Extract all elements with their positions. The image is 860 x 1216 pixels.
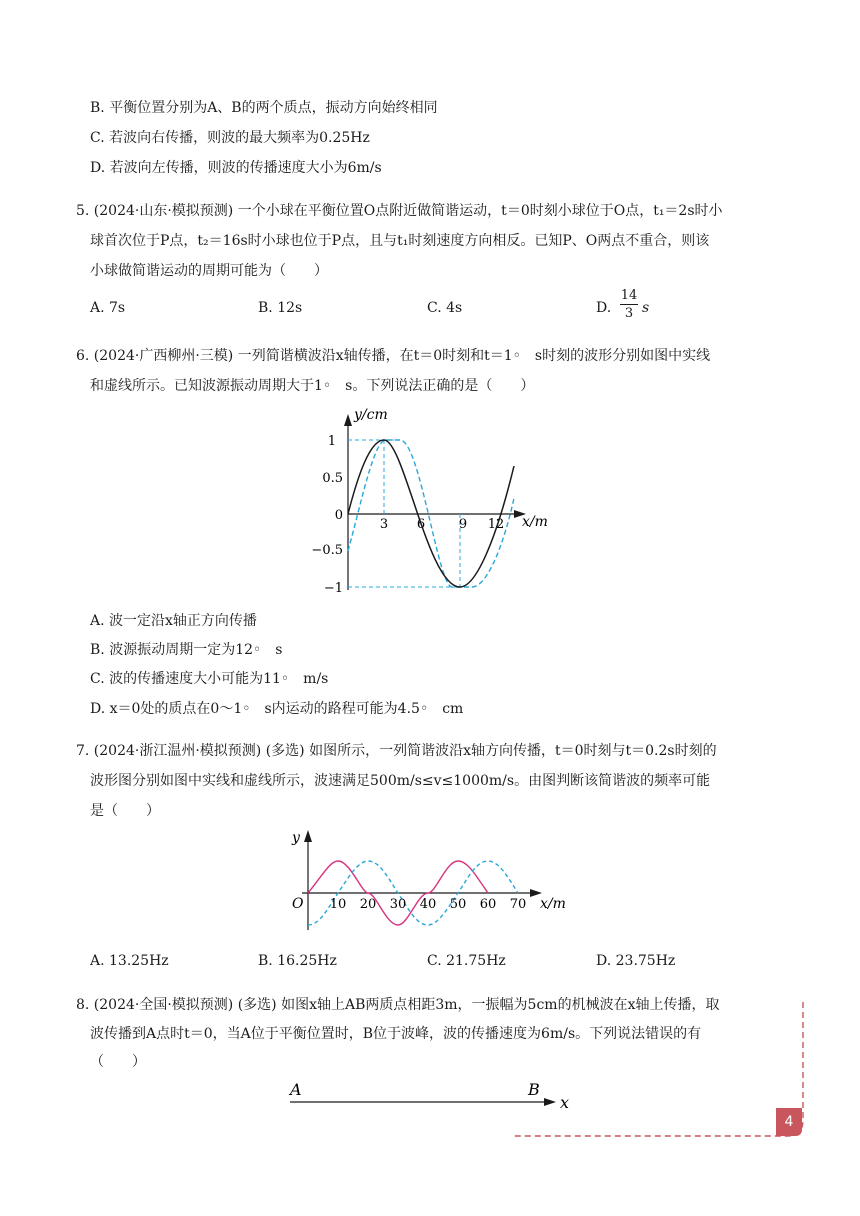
q6-y-tick-1: 1 [327,434,336,449]
q8-stem-line-3: （ ） [90,1054,146,1070]
q6-y-tick-0.5: 0.5 [322,471,343,486]
q5-option-a: A. 7s [90,300,126,316]
q7-x-tick-10: 10 [329,897,347,912]
q7-stem-line-1: 7. (2024·浙江温州·模拟预测) (多选) 如图所示，一列简谐波沿x轴方向传播，t＝0时刻与t＝0.2s时刻的 [76,743,717,759]
q5-option-b: B. 12s [258,300,303,316]
q6-x-tick-6: 6 [416,517,426,532]
q6-option-d: D. x＝0处的质点在0～1◦ s内运动的路程可能为4.5◦ cm [90,701,464,717]
q5-stem-line-1: 5. (2024·山东·模拟预测) 一个小球在平衡位置O点附近做简谐运动，t＝0时刻小球位于O点，t₁＝2s时小 [76,203,723,219]
q6-y-axis-arrow [344,414,352,426]
q7-x-tick-20: 20 [359,897,377,912]
q7-option-d: D. 23.75Hz [596,953,676,969]
q5-option-d-prefix: D. [596,300,612,316]
page-corner-dashed-line [514,1002,803,1136]
q7-option-a: A. 13.25Hz [90,953,169,969]
q6-wave-figure [300,400,560,600]
q6-x-axis-label: x/m [522,514,548,530]
q7-x-tick-30: 30 [389,897,407,912]
q7-x-axis-label: x/m [540,896,566,912]
page-number: 4 [776,1108,802,1136]
q8-label-x: x [560,1093,570,1112]
q6-y-tick-neg-0.5: −0.5 [311,543,343,558]
q6-y-axis-label: y/cm [354,407,388,423]
q7-y-axis-label: y [292,830,300,846]
q6-y-tick-0: 0 [334,508,343,523]
q6-x-tick-9: 9 [458,517,468,532]
q4-option-d: D. 若波向左传播，则波的传播速度大小为6m/s [90,160,382,176]
q7-stem-line-2: 波形图分别如图中实线和虚线所示，波速满足500m/s≤v≤1000m/s。由图判断该简谐波的频率可能 [90,773,711,789]
page-corner-border [500,990,820,1150]
q6-option-a: A. 波一定沿x轴正方向传播 [90,613,257,629]
q8-stem-line-2: 波传播到A点时t＝0，当A位于平衡位置时，B位于波峰，波的传播速度为6m/s。下列说法错误的有 [90,1026,702,1042]
q7-x-tick-50: 50 [449,897,467,912]
q7-y-axis-arrow [304,830,312,842]
q5-option-d-denominator: 3 [624,306,634,321]
q7-option-c: C. 21.75Hz [427,953,506,969]
q7-wave-figure [284,826,574,936]
q7-option-b: B. 16.25Hz [258,953,337,969]
q5-stem-line-2: 球首次位于P点，t₂＝16s时小球也位于P点，且与t₁时刻速度方向相反。已知P、O两点不重合，则该 [90,233,710,249]
q7-stem-line-3: 是（ ） [90,803,160,819]
q8-stem-line-1: 8. (2024·全国·模拟预测) (多选) 如图x轴上AB两质点相距3m，一振幅为5cm的机械波在x轴上传播，取 [76,997,720,1013]
q5-option-d-fraction [620,288,638,323]
q4-option-c: C. 若波向右传播，则波的最大频率为0.25Hz [90,130,370,146]
q6-stem-line-2: 和虚线所示。已知波源振动周期大于1◦ s。下列说法正确的是（ ） [90,378,535,394]
q6-option-b: B. 波源振动周期一定为12◦ s [90,642,283,658]
q6-x-tick-3: 3 [379,517,389,532]
q8-label-a: A [290,1080,302,1099]
q6-option-c: C. 波的传播速度大小可能为11◦ m/s [90,671,329,687]
q5-stem-line-3: 小球做简谐运动的周期可能为（ ） [90,263,328,279]
q7-x-tick-60: 60 [479,897,497,912]
q6-x-tick-12: 12 [487,517,505,532]
q6-stem-line-1: 6. (2024·广西柳州·三模) 一列简谐横波沿x轴传播，在t＝0时刻和t＝1◦ s时刻的波形分别如图中实线 [76,348,711,364]
q4-option-b: B. 平衡位置分别为A、B的两个质点，振动方向始终相同 [90,100,438,116]
q5-option-d-numerator: 14 [620,288,638,303]
q5-option-d-unit: s [642,300,650,316]
q8-label-b: B [528,1080,540,1099]
q7-origin-label: O [292,896,304,912]
q5-option-c: C. 4s [427,300,463,316]
q7-x-tick-40: 40 [419,897,437,912]
q7-x-tick-70: 70 [509,897,527,912]
q6-y-tick-neg-1: −1 [323,581,343,596]
